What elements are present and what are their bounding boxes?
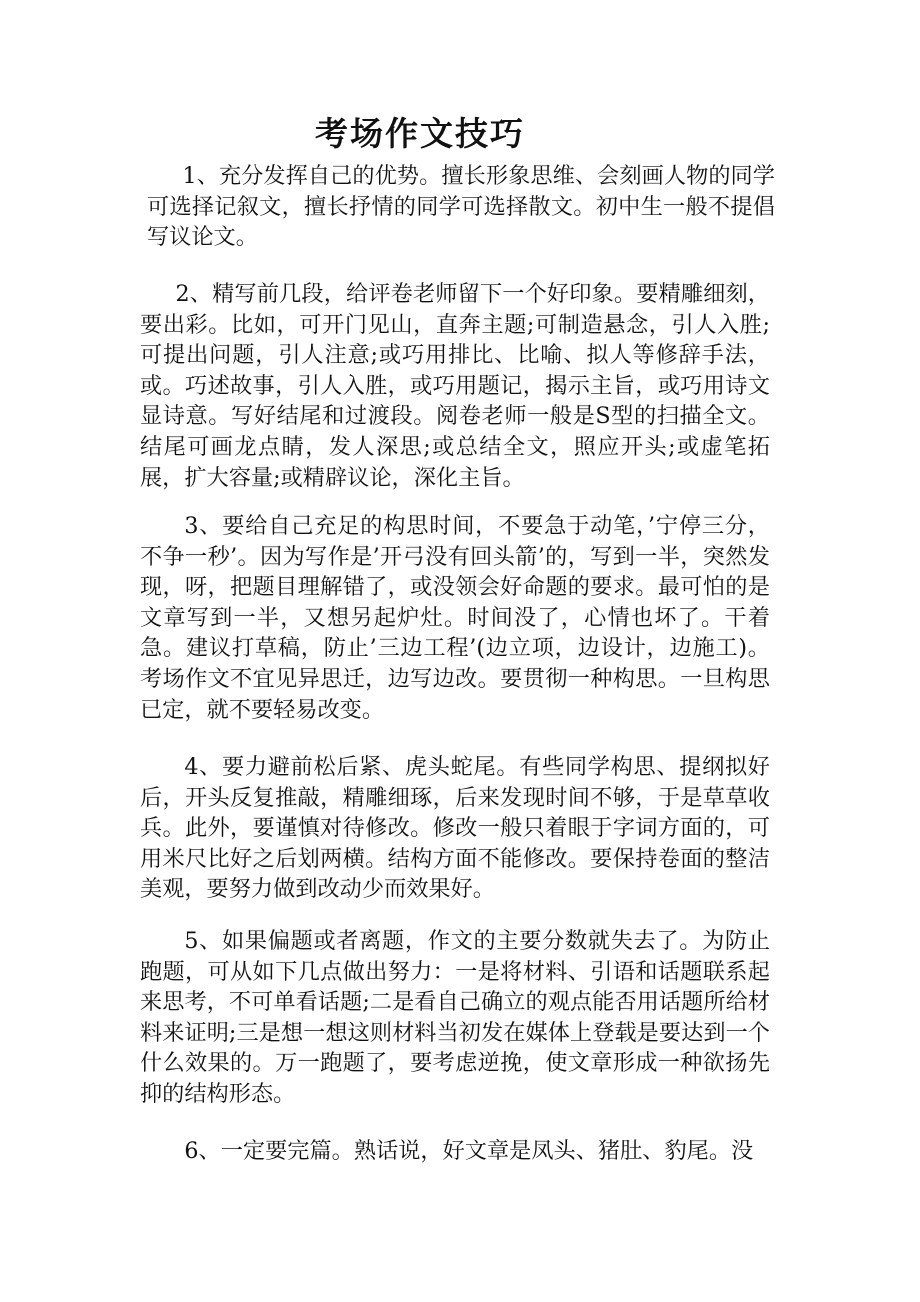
paragraph-4: 4、要力避前松后紧、虎头蛇尾。有些同学构思、提纲拟好后，开头反复推敲，精雕细琢，后来发现时间不够，于是草草收兵。此外，要谨慎对待修改。修改一般只着眼于字词方面的，可用米尺比好之后划两横。结构方面不能修改。要保持卷面的整洁美观，要努力做到改动少而效果好。: [140, 754, 770, 903]
paragraph-5: 5、如果偏题或者离题，作文的主要分数就失去了。为防止跑题，可从如下几点做出努力：一是将材料、引语和话题联系起来思考，不可单看话题;二是看自己确立的观点能否用话题所给材料来证明;三是想一想这则材料当初发在媒体上登载是要达到一个什么效果的。万一跑题了，要考虑逆挽，使文章形成一种欲扬先抑的结构形态。: [140, 928, 770, 1107]
paragraph-1: 1、充分发挥自己的优势。擅长形象思维、会刻画人物的同学可选择记叙文，擅长抒情的同学可选择散文。初中生一般不提倡写议论文。: [147, 163, 775, 251]
document-title: 考场作文技巧: [315, 114, 525, 153]
paragraph-3: 3、要给自己充足的构思时间，不要急于动笔，’宁停三分，不争一秒’。因为写作是’开弓没有回头箭’的，写到一半，突然发现，呀，把题目理解错了，或没领会好命题的要求。最可怕的是文章写到一半，又想另起炉灶。时间没了，心情也坏了。干着急。建议打草稿，防止’三边工程’(边立项，边设计，边施工)。考场作文不宜见异思迁，边写边改。要贯彻一种构思。一旦构思已定，就不要轻易改变。: [140, 513, 770, 723]
paragraph-6: 6、一定要完篇。熟话说，好文章是凤头、猪肚、豹尾。没: [184, 1138, 754, 1164]
paragraph-2: 2、精写前几段，给评卷老师留下一个好印象。要精雕细刻，要出彩。比如，可开门见山，直奔主题;可制造悬念，引人入胜;可提出问题，引人注意;或巧用排比、比喻、拟人等修辞手法，或。巧述故事，引人入胜，或巧用题记，揭示主旨，或巧用诗文显诗意。写好结尾和过渡段。阅卷老师一般是S型的扫描全文。结尾可画龙点睛，发人深思;或总结全文，照应开头;或虚笔拓展，扩大容量;或精辟议论，深化主旨。: [140, 281, 770, 491]
